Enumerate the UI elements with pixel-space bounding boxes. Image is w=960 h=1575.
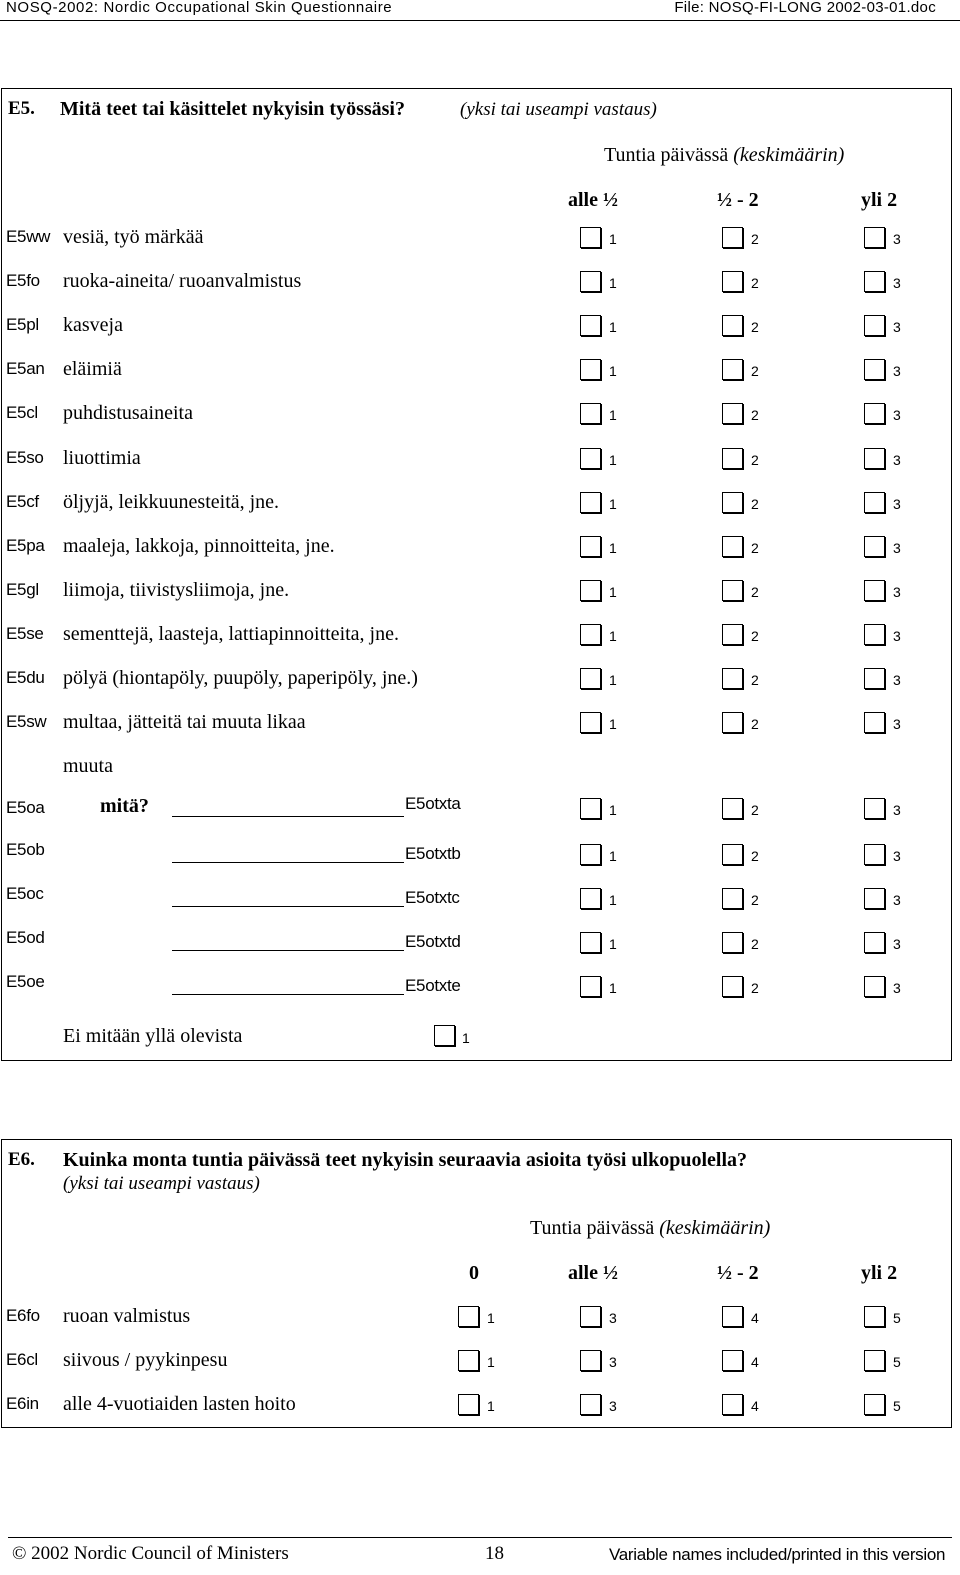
answer-checkbox[interactable] bbox=[722, 668, 743, 689]
answer-value: 2 bbox=[751, 672, 759, 688]
other-answer-line[interactable] bbox=[172, 906, 404, 907]
answer-checkbox[interactable] bbox=[580, 932, 601, 953]
other-answer-line[interactable] bbox=[172, 994, 404, 995]
answer-value: 3 bbox=[893, 980, 901, 996]
answer-value: 1 bbox=[609, 848, 617, 864]
question-e5-text: Mitä teet tai käsittelet nykyisin työssäsi? bbox=[60, 98, 405, 120]
answer-value: 2 bbox=[751, 451, 759, 468]
row-label: siivous / pyykinpesu bbox=[63, 1349, 228, 1371]
answer-checkbox[interactable] bbox=[722, 359, 743, 380]
answer-checkbox[interactable] bbox=[722, 1306, 743, 1327]
answer-value: 3 bbox=[893, 363, 901, 380]
other-answer-line[interactable] bbox=[172, 862, 404, 863]
row-label: maaleja, lakkoja, pinnoitteita, jne. bbox=[63, 534, 335, 557]
answer-checkbox[interactable] bbox=[864, 1350, 885, 1371]
answer-checkbox[interactable] bbox=[864, 844, 885, 865]
answer-checkbox[interactable] bbox=[722, 536, 743, 557]
e5-column-header bbox=[604, 144, 844, 167]
answer-value: 1 bbox=[609, 407, 617, 424]
e5-none-value: 1 bbox=[462, 1030, 470, 1046]
e6-column-label-3: ½ - 2 bbox=[717, 1262, 759, 1284]
answer-value: 3 bbox=[609, 1398, 617, 1414]
e5-column-label-3: yli 2 bbox=[861, 189, 898, 211]
answer-checkbox[interactable] bbox=[864, 271, 885, 292]
answer-checkbox[interactable] bbox=[722, 844, 743, 865]
row-label: vesiä, työ märkää bbox=[63, 226, 204, 248]
other-variable-name: E5otxtc bbox=[405, 888, 460, 907]
answer-value: 3 bbox=[609, 1354, 617, 1370]
answer-value: 1 bbox=[609, 672, 617, 688]
answer-value: 1 bbox=[609, 319, 617, 336]
answer-checkbox[interactable] bbox=[864, 932, 885, 953]
answer-value: 3 bbox=[893, 802, 901, 818]
answer-value: 3 bbox=[609, 1310, 617, 1326]
answer-checkbox[interactable] bbox=[722, 227, 743, 248]
answer-checkbox[interactable] bbox=[722, 271, 743, 292]
answer-value: 3 bbox=[893, 716, 901, 733]
answer-checkbox[interactable] bbox=[722, 1394, 743, 1415]
row-code: E5pl bbox=[6, 315, 39, 335]
answer-value: 3 bbox=[893, 319, 901, 336]
e5-none-checkbox[interactable] bbox=[434, 1025, 455, 1046]
e6-column-label-2: alle ½ bbox=[568, 1262, 618, 1284]
e6-column-header-main: Tuntia päivässä bbox=[530, 1217, 655, 1239]
answer-checkbox[interactable] bbox=[580, 536, 601, 557]
answer-value: 3 bbox=[893, 495, 901, 512]
row-label: eläimiä bbox=[63, 358, 122, 381]
e6-column-header-note: (keskimäärin) bbox=[659, 1217, 771, 1239]
answer-checkbox[interactable] bbox=[580, 271, 601, 292]
row-label: ruoan valmistus bbox=[63, 1305, 191, 1327]
document-header-title: NOSQ-2002: Nordic Occupational Skin Questionnaire bbox=[6, 0, 393, 16]
row-label: kasveja bbox=[63, 314, 123, 337]
answer-checkbox[interactable] bbox=[864, 976, 885, 997]
answer-value: 1 bbox=[609, 583, 617, 600]
answer-checkbox[interactable] bbox=[580, 315, 601, 336]
e6-column-header bbox=[530, 1217, 770, 1240]
answer-checkbox[interactable] bbox=[580, 1394, 601, 1415]
answer-value: 1 bbox=[609, 892, 617, 908]
row-label: liimoja, tiivistysliimoja, jne. bbox=[63, 578, 290, 601]
question-e6-instruction: (yksi tai useampi vastaus) bbox=[63, 1173, 260, 1194]
other-variable-name: E5otxte bbox=[405, 976, 461, 995]
answer-value: 2 bbox=[751, 892, 759, 908]
row-label: multaa, jätteitä tai muuta likaa bbox=[63, 711, 306, 734]
answer-value: 5 bbox=[893, 1310, 901, 1326]
answer-value: 2 bbox=[751, 275, 759, 292]
answer-checkbox[interactable] bbox=[722, 492, 743, 513]
e5-none-label: Ei mitään yllä olevista bbox=[63, 1025, 243, 1047]
row-code: E5se bbox=[6, 623, 44, 643]
answer-value: 1 bbox=[609, 716, 617, 733]
row-label: puhdistusaineita bbox=[63, 402, 193, 425]
answer-value: 2 bbox=[751, 936, 759, 952]
row-code: E6fo bbox=[6, 1306, 40, 1325]
answer-checkbox[interactable] bbox=[580, 448, 601, 469]
row-code: E5fo bbox=[6, 271, 40, 291]
other-row-code: E5oe bbox=[6, 972, 45, 991]
answer-value: 3 bbox=[893, 672, 901, 688]
question-e5-instruction: (yksi tai useampi vastaus) bbox=[460, 99, 657, 120]
answer-value: 3 bbox=[893, 892, 901, 908]
answer-checkbox[interactable] bbox=[864, 227, 885, 248]
answer-checkbox[interactable] bbox=[722, 888, 743, 909]
row-label: pölyä (hiontapöly, puupöly, paperipöly, jne.) bbox=[63, 667, 418, 689]
answer-checkbox[interactable] bbox=[722, 932, 743, 953]
answer-value: 3 bbox=[893, 936, 901, 952]
answer-checkbox[interactable] bbox=[722, 712, 743, 733]
answer-value: 1 bbox=[609, 627, 617, 644]
row-label: sementtejä, laasteja, lattiapinnoitteita, jne. bbox=[63, 622, 399, 645]
answer-value: 1 bbox=[609, 802, 617, 818]
row-code: E5cf bbox=[6, 491, 39, 511]
answer-value: 1 bbox=[609, 451, 617, 468]
answer-checkbox[interactable] bbox=[722, 403, 743, 424]
e6-column-label-4: yli 2 bbox=[861, 1262, 898, 1284]
row-code: E5an bbox=[6, 359, 45, 379]
answer-value: 2 bbox=[751, 627, 759, 644]
row-code: E5gl bbox=[6, 579, 39, 599]
answer-checkbox[interactable] bbox=[580, 403, 601, 424]
answer-value: 2 bbox=[751, 980, 759, 996]
answer-checkbox[interactable] bbox=[864, 580, 885, 601]
answer-checkbox[interactable] bbox=[580, 624, 601, 645]
answer-value: 1 bbox=[609, 495, 617, 512]
answer-checkbox[interactable] bbox=[580, 668, 601, 689]
e5-column-header-main: Tuntia päivässä bbox=[604, 144, 729, 166]
answer-checkbox[interactable] bbox=[864, 315, 885, 336]
row-code: E6cl bbox=[6, 1350, 38, 1369]
answer-checkbox[interactable] bbox=[722, 315, 743, 336]
answer-checkbox[interactable] bbox=[458, 1394, 479, 1415]
answer-checkbox[interactable] bbox=[580, 580, 601, 601]
row-code: E5sw bbox=[6, 712, 47, 732]
answer-value: 2 bbox=[751, 363, 759, 380]
answer-checkbox[interactable] bbox=[864, 798, 885, 819]
answer-value: 1 bbox=[487, 1310, 495, 1326]
answer-value: 2 bbox=[751, 407, 759, 424]
question-e6-number: E6. bbox=[8, 1149, 35, 1170]
answer-value: 1 bbox=[609, 980, 617, 996]
e6-column-label-1: 0 bbox=[469, 1262, 479, 1284]
question-e5-number: E5. bbox=[8, 98, 35, 119]
row-code: E5so bbox=[6, 447, 44, 467]
row-label: ruoka-aineita/ ruoanvalmistus bbox=[63, 270, 302, 293]
answer-checkbox[interactable] bbox=[722, 448, 743, 469]
answer-value: 1 bbox=[609, 363, 617, 380]
answer-value: 1 bbox=[487, 1354, 495, 1370]
answer-checkbox[interactable] bbox=[864, 624, 885, 645]
row-code: E6in bbox=[6, 1394, 39, 1413]
answer-checkbox[interactable] bbox=[580, 227, 601, 248]
footer-note: Variable names included/printed in this version bbox=[609, 1545, 946, 1564]
other-row-code: E5oa bbox=[6, 798, 45, 817]
answer-checkbox[interactable] bbox=[580, 1306, 601, 1327]
answer-value: 1 bbox=[487, 1398, 495, 1414]
footer-rule bbox=[8, 1537, 952, 1538]
e5-column-label-1: alle ½ bbox=[568, 189, 618, 211]
other-variable-name: E5otxtd bbox=[405, 932, 461, 951]
answer-value: 3 bbox=[893, 848, 901, 864]
answer-checkbox[interactable] bbox=[458, 1306, 479, 1327]
question-e6-text: Kuinka monta tuntia päivässä teet nykyisin seuraavia asioita työsi ulkopuolella? bbox=[63, 1149, 748, 1171]
answer-checkbox[interactable] bbox=[864, 1394, 885, 1415]
answer-value: 2 bbox=[751, 539, 759, 556]
answer-value: 3 bbox=[893, 539, 901, 556]
answer-checkbox[interactable] bbox=[864, 492, 885, 513]
answer-value: 1 bbox=[609, 539, 617, 556]
answer-checkbox[interactable] bbox=[580, 492, 601, 513]
answer-checkbox[interactable] bbox=[580, 844, 601, 865]
answer-value: 2 bbox=[751, 802, 759, 818]
answer-value: 1 bbox=[609, 275, 617, 292]
answer-checkbox[interactable] bbox=[864, 668, 885, 689]
answer-value: 3 bbox=[893, 451, 901, 468]
answer-value: 3 bbox=[893, 231, 901, 247]
row-code: E5du bbox=[6, 668, 45, 687]
answer-checkbox[interactable] bbox=[458, 1350, 479, 1371]
answer-checkbox[interactable] bbox=[580, 888, 601, 909]
answer-checkbox[interactable] bbox=[864, 536, 885, 557]
answer-checkbox[interactable] bbox=[580, 359, 601, 380]
answer-checkbox[interactable] bbox=[722, 624, 743, 645]
other-row-code: E5ob bbox=[6, 840, 45, 859]
row-label: öljyjä, leikkuunesteitä, jne. bbox=[63, 490, 280, 513]
answer-value: 3 bbox=[893, 627, 901, 644]
answer-value: 5 bbox=[893, 1398, 901, 1414]
answer-value: 5 bbox=[893, 1354, 901, 1370]
row-label: liuottimia bbox=[63, 446, 141, 469]
answer-checkbox[interactable] bbox=[864, 403, 885, 424]
row-label: alle 4-vuotiaiden lasten hoito bbox=[63, 1393, 296, 1415]
e5-column-label-2: ½ - 2 bbox=[717, 189, 759, 211]
answer-checkbox[interactable] bbox=[580, 712, 601, 733]
answer-value: 2 bbox=[751, 319, 759, 336]
answer-value: 2 bbox=[751, 716, 759, 733]
answer-checkbox[interactable] bbox=[864, 359, 885, 380]
answer-value: 2 bbox=[751, 231, 759, 247]
footer-copyright: © 2002 Nordic Council of Ministers bbox=[12, 1543, 289, 1564]
e5-column-header-note: (keskimäärin) bbox=[733, 144, 845, 166]
answer-checkbox[interactable] bbox=[580, 976, 601, 997]
footer-page-number: 18 bbox=[485, 1543, 504, 1564]
answer-checkbox[interactable] bbox=[864, 1306, 885, 1327]
answer-checkbox[interactable] bbox=[722, 976, 743, 997]
answer-checkbox[interactable] bbox=[580, 798, 601, 819]
other-variable-name: E5otxta bbox=[405, 794, 461, 813]
answer-value: 4 bbox=[751, 1398, 759, 1414]
document-header-file: File: NOSQ-FI-LONG 2002-03-01.doc bbox=[674, 0, 936, 16]
row-code: E5cl bbox=[6, 403, 38, 423]
answer-checkbox[interactable] bbox=[864, 888, 885, 909]
e5-other-prompt: mitä? bbox=[100, 795, 149, 817]
answer-value: 2 bbox=[751, 583, 759, 600]
answer-checkbox[interactable] bbox=[864, 712, 885, 733]
answer-value: 3 bbox=[893, 407, 901, 424]
answer-checkbox[interactable] bbox=[580, 1350, 601, 1371]
other-variable-name: E5otxtb bbox=[405, 844, 461, 863]
row-code: E5ww bbox=[6, 227, 51, 246]
answer-value: 3 bbox=[893, 275, 901, 292]
other-answer-line[interactable] bbox=[172, 816, 404, 817]
answer-checkbox[interactable] bbox=[722, 1350, 743, 1371]
answer-checkbox[interactable] bbox=[722, 580, 743, 601]
other-row-code: E5oc bbox=[6, 884, 44, 903]
answer-value: 2 bbox=[751, 848, 759, 864]
e5-other-label: muuta bbox=[63, 755, 113, 777]
answer-value: 1 bbox=[609, 231, 617, 247]
other-answer-line[interactable] bbox=[172, 950, 404, 951]
answer-value: 2 bbox=[751, 495, 759, 512]
answer-value: 4 bbox=[751, 1310, 759, 1326]
answer-checkbox[interactable] bbox=[722, 798, 743, 819]
answer-checkbox[interactable] bbox=[864, 448, 885, 469]
other-row-code: E5od bbox=[6, 928, 45, 947]
row-code: E5pa bbox=[6, 535, 45, 555]
header-rule bbox=[0, 20, 960, 21]
answer-value: 1 bbox=[609, 936, 617, 952]
answer-value: 3 bbox=[893, 583, 901, 600]
answer-value: 4 bbox=[751, 1354, 759, 1370]
